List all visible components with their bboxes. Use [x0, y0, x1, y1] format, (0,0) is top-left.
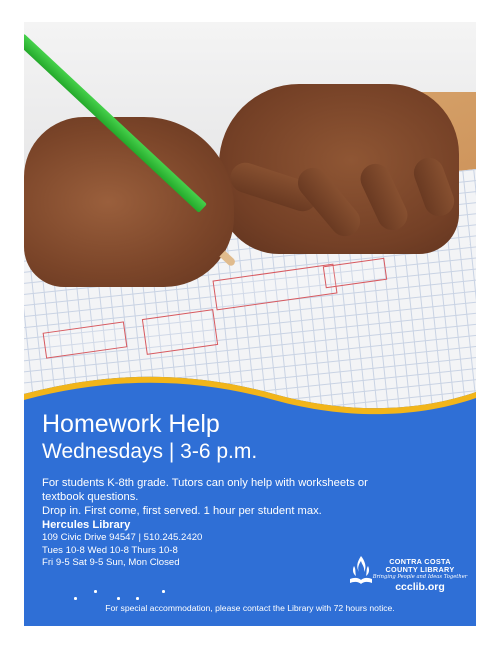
flyer-schedule: Wednesdays | 3-6 p.m. — [42, 440, 258, 463]
dot — [94, 590, 97, 593]
branch-hours: Fri 9-5 Sat 9-5 Sun, Mon Closed — [42, 557, 180, 568]
description-line: textbook questions. — [42, 491, 139, 503]
description-line: For students K-8th grade. Tutors can only help with worksheets or — [42, 477, 368, 489]
flyer-title: Homework Help — [42, 410, 220, 438]
dot — [74, 597, 77, 600]
homework-help-flyer — [24, 22, 476, 626]
dot — [136, 597, 139, 600]
logo-name-line1: CONTRA COSTA — [389, 557, 451, 566]
decorative-dots — [42, 592, 182, 602]
library-book-flame-logo-icon — [348, 552, 374, 592]
dot — [117, 597, 120, 600]
library-website: ccclib.org — [395, 581, 445, 593]
branch-address: 109 Civic Drive 94547 | 510.245.2420 — [42, 532, 203, 543]
logo-tagline: Bringing People and Ideas Together — [372, 574, 468, 580]
contra-costa-county-library-logo — [348, 552, 466, 592]
logo-name-line2: COUNTY LIBRARY — [385, 565, 455, 574]
accommodation-notice: For special accommodation, please contact the Library with 72 hours notice. — [105, 603, 395, 613]
description-line: Drop in. First come, first served. 1 hour per student max. — [42, 505, 322, 517]
branch-hours: Tues 10-8 Wed 10-8 Thurs 10-8 — [42, 544, 178, 556]
dot — [162, 590, 165, 593]
branch-name: Hercules Library — [42, 519, 131, 531]
